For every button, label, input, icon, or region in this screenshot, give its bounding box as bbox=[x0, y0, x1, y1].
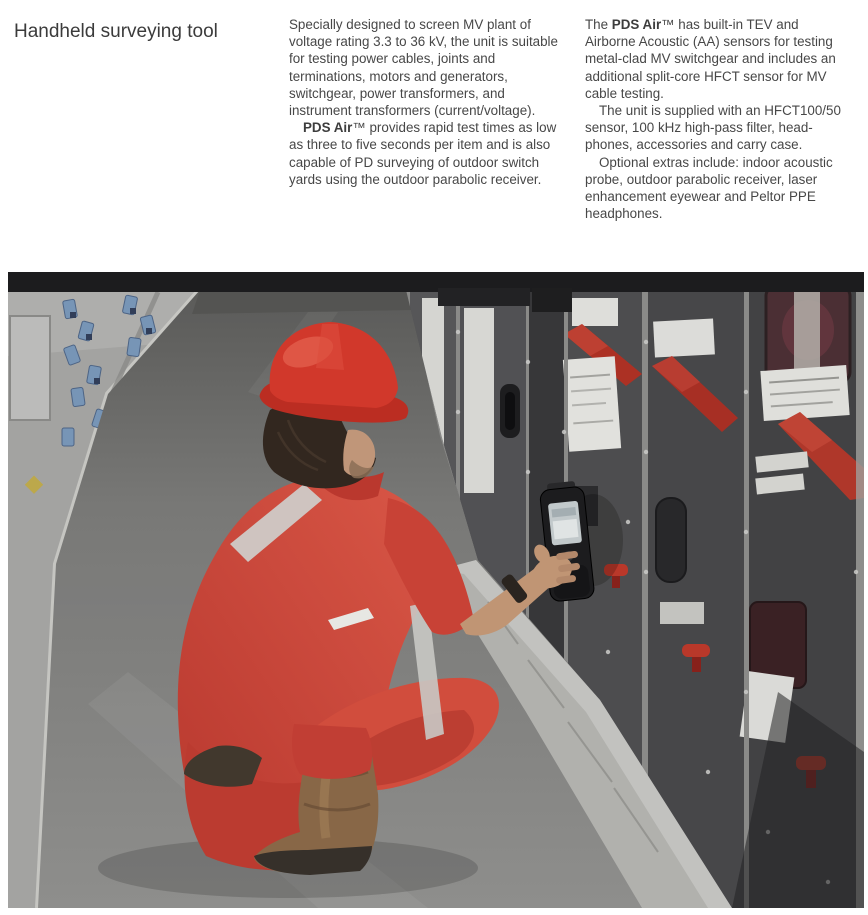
paragraph: The PDS Air™ has built-in TEV and Airborne Acoustic (AA) sensors for testing metal-clad MV switchgear and includes an additional split-core HFCT sensor for MV cable testing. bbox=[585, 17, 836, 101]
vignette bbox=[8, 272, 864, 908]
paragraph: PDS Air™ provides rapid test times as low as three to five seconds per item and is also capable of PD surveying of outdoor switch yards using the outdoor parabolic receiver. bbox=[289, 120, 557, 187]
page-title: Handheld surveying tool bbox=[14, 21, 218, 42]
photo-illustration bbox=[8, 272, 864, 908]
product-photo bbox=[8, 272, 864, 908]
paragraph: Optional extras include: indoor acoustic probe, outdoor parabolic receiver, laser enhancement eyewear and Peltor PPE headphones. bbox=[585, 154, 833, 222]
paragraph: The unit is supplied with an HFCT100/50 sensor, 100 kHz high-pass filter, head-phones, accessories and carry case. bbox=[585, 103, 841, 153]
intro-column-2 bbox=[585, 16, 847, 222]
intro-column-1 bbox=[289, 16, 561, 188]
paragraph: Specially designed to screen MV plant of voltage rating 3.3 to 36 kV, the unit is suitable for testing power cables, joints and terminations, motors and generators, switchgear, power transformers, and instrument transformers (current/voltage). bbox=[289, 17, 558, 119]
